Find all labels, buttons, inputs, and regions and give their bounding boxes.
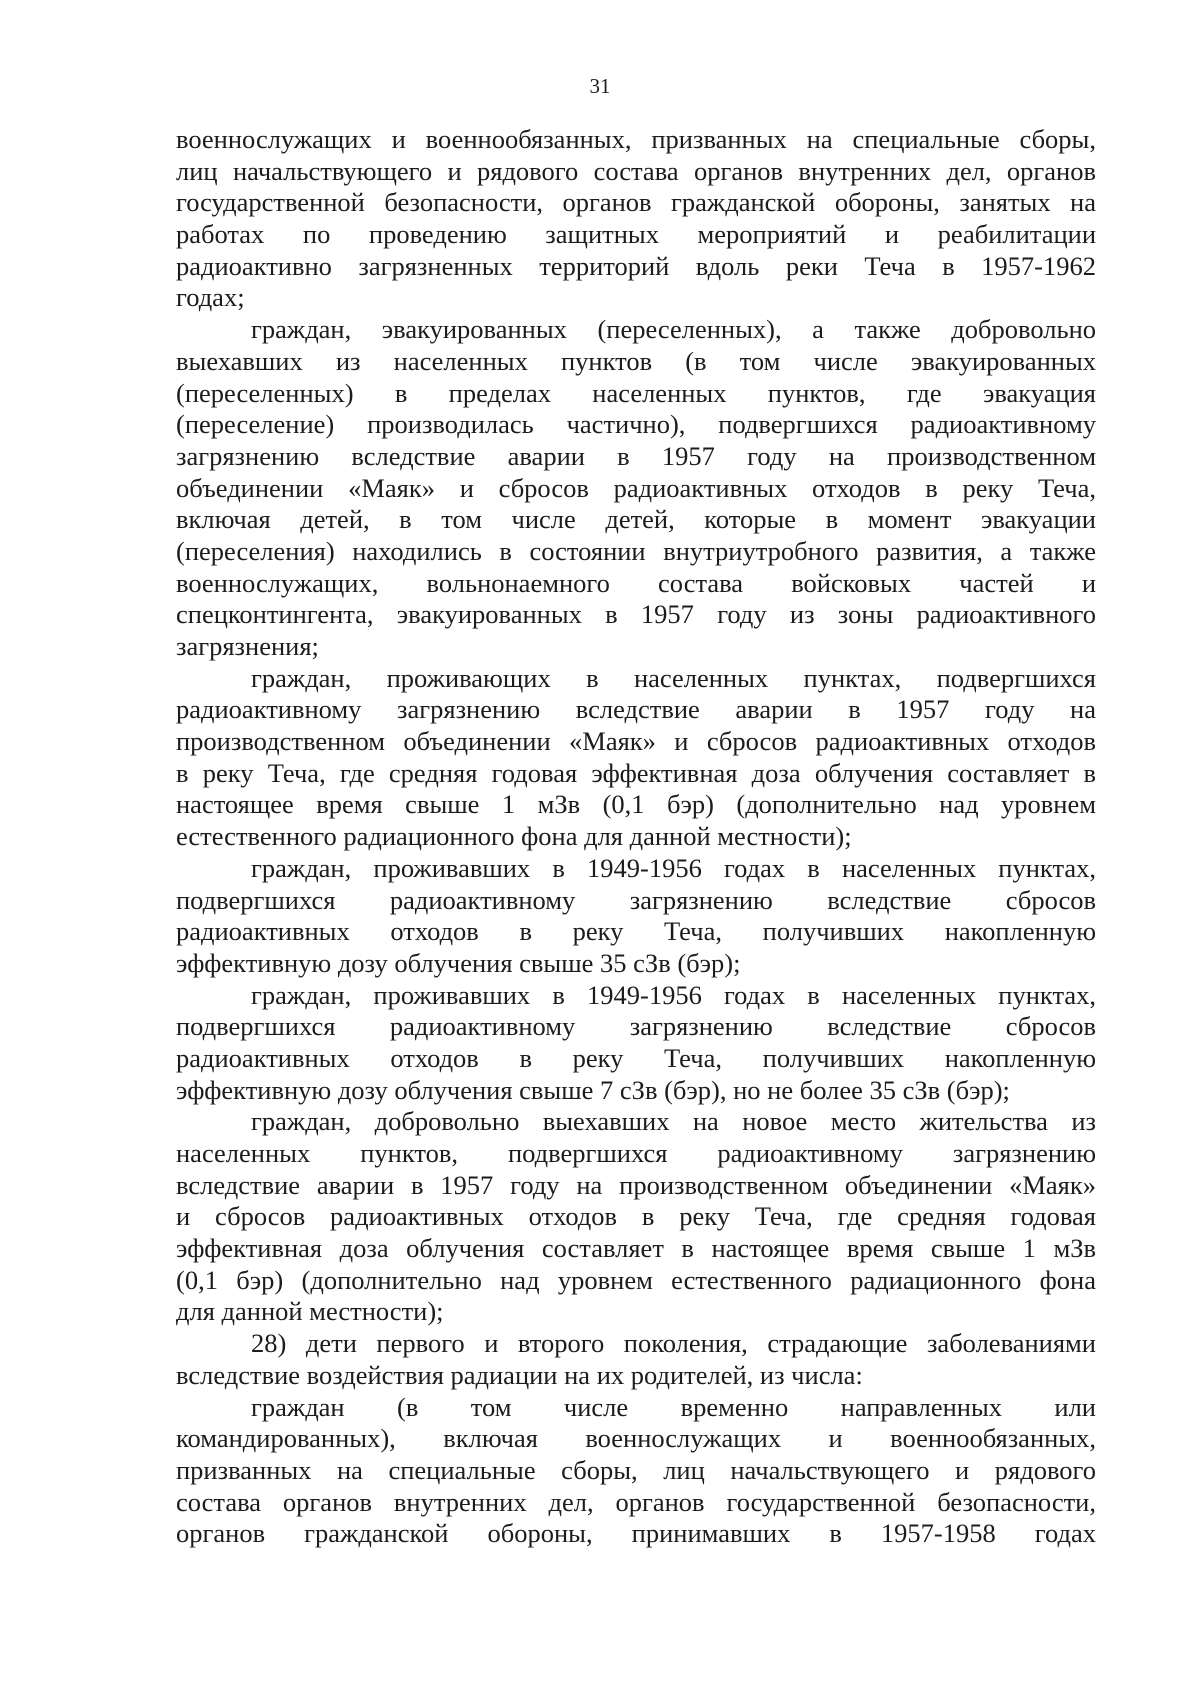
text-line: вследствие аварии в 1957 году на производственном объединении «Маяк» bbox=[176, 1169, 1096, 1200]
text-line: (переселенных) в пределах населенных пунктов, где эвакуация bbox=[176, 377, 1096, 408]
text-line: граждан (в том числе временно направленных или bbox=[251, 1391, 1096, 1422]
text-line: командированных), включая военнослужащих и военнообязанных, bbox=[176, 1423, 1096, 1454]
text-line: радиоактивному загрязнению вследствие аварии в 1957 году на bbox=[176, 694, 1096, 725]
text-line: настоящее время свыше 1 мЗв (0,1 бэр) (дополнительно над уровнем bbox=[176, 789, 1096, 820]
text-line: эффективную дозу облучения свыше 35 сЗв (бэр); bbox=[176, 947, 741, 978]
text-line: населенных пунктов, подвергшихся радиоактивному загрязнению bbox=[176, 1138, 1096, 1168]
text-line: загрязнению вследствие аварии в 1957 году на производственном bbox=[176, 440, 1096, 471]
text-line: подвергшихся радиоактивному загрязнению вследствие сбросов bbox=[176, 884, 1096, 915]
text-line: включая детей, в том числе детей, которые в момент эвакуации bbox=[176, 504, 1096, 535]
text-line: граждан, эвакуированных (переселенных), а также добровольно bbox=[251, 314, 1096, 345]
text-line: эффективная доза облучения составляет в настоящее время свыше 1 мЗв bbox=[176, 1233, 1096, 1264]
text-line: спецконтингента, эвакуированных в 1957 году из зоны радиоактивного bbox=[176, 599, 1096, 630]
text-line: граждан, добровольно выехавших на новое место жительства из bbox=[251, 1106, 1096, 1137]
text-line: вследствие воздействия радиации на их родителей, из числа: bbox=[176, 1359, 863, 1390]
text-line: 28) дети первого и второго поколения, страдающие заболеваниями bbox=[251, 1328, 1096, 1359]
text-line: граждан, проживавших в 1949-1956 годах в населенных пунктах, bbox=[251, 852, 1096, 883]
text-line: радиоактивно загрязненных территорий вдоль реки Теча в 1957-1962 bbox=[176, 250, 1096, 281]
text-line: (переселение) производилась частично), подвергшихся радиоактивному bbox=[176, 409, 1096, 440]
text-line: органов гражданской обороны, принимавших в 1957-1958 годах bbox=[176, 1518, 1096, 1549]
document-body-text bbox=[176, 124, 1096, 1550]
text-line: государственной безопасности, органов гражданской обороны, занятых на bbox=[176, 187, 1096, 218]
text-line: военнослужащих и военнообязанных, призванных на специальные сборы, bbox=[176, 124, 1096, 154]
text-line: для данной местности); bbox=[176, 1296, 444, 1327]
text-line: подвергшихся радиоактивному загрязнению вследствие сбросов bbox=[176, 1011, 1096, 1042]
text-line: производственном объединении «Маяк» и сбросов радиоактивных отходов bbox=[176, 726, 1096, 757]
text-line: (переселения) находились в состоянии внутриутробного развития, а также bbox=[176, 535, 1096, 566]
text-line: загрязнения; bbox=[176, 631, 319, 661]
text-line: радиоактивных отходов в реку Теча, получивших накопленную bbox=[176, 916, 1096, 947]
text-line: годах; bbox=[176, 282, 245, 313]
text-line: работах по проведению защитных мероприятий и реабилитации bbox=[176, 219, 1096, 250]
text-line: радиоактивных отходов в реку Теча, получивших накопленную bbox=[176, 1042, 1096, 1073]
text-line: (0,1 бэр) (дополнительно над уровнем естественного радиационного фона bbox=[176, 1264, 1096, 1295]
text-line: военнослужащих, вольнонаемного состава войсковых частей и bbox=[176, 567, 1096, 598]
text-line: в реку Теча, где средняя годовая эффективная доза облучения составляет в bbox=[176, 757, 1096, 788]
text-line: лиц начальствующего и рядового состава органов внутренних дел, органов bbox=[176, 155, 1096, 186]
text-line: объединении «Маяк» и сбросов радиоактивных отходов в реку Теча, bbox=[176, 472, 1096, 503]
text-line: выехавших из населенных пунктов (в том числе эвакуированных bbox=[176, 345, 1096, 376]
text-line: граждан, проживающих в населенных пунктах, подвергшихся bbox=[251, 662, 1096, 693]
page-number: 31 bbox=[589, 74, 611, 98]
text-line: состава органов внутренних дел, органов государственной безопасности, bbox=[176, 1486, 1096, 1517]
text-line: естественного радиационного фона для данной местности); bbox=[176, 821, 852, 852]
text-line: призванных на специальные сборы, лиц начальствующего и рядового bbox=[176, 1454, 1096, 1485]
text-line: граждан, проживавших в 1949-1956 годах в населенных пунктах, bbox=[251, 979, 1096, 1010]
text-line: и сбросов радиоактивных отходов в реку Теча, где средняя годовая bbox=[176, 1201, 1096, 1232]
text-line: эффективную дозу облучения свыше 7 сЗв (бэр), но не более 35 сЗв (бэр); bbox=[176, 1074, 1010, 1105]
